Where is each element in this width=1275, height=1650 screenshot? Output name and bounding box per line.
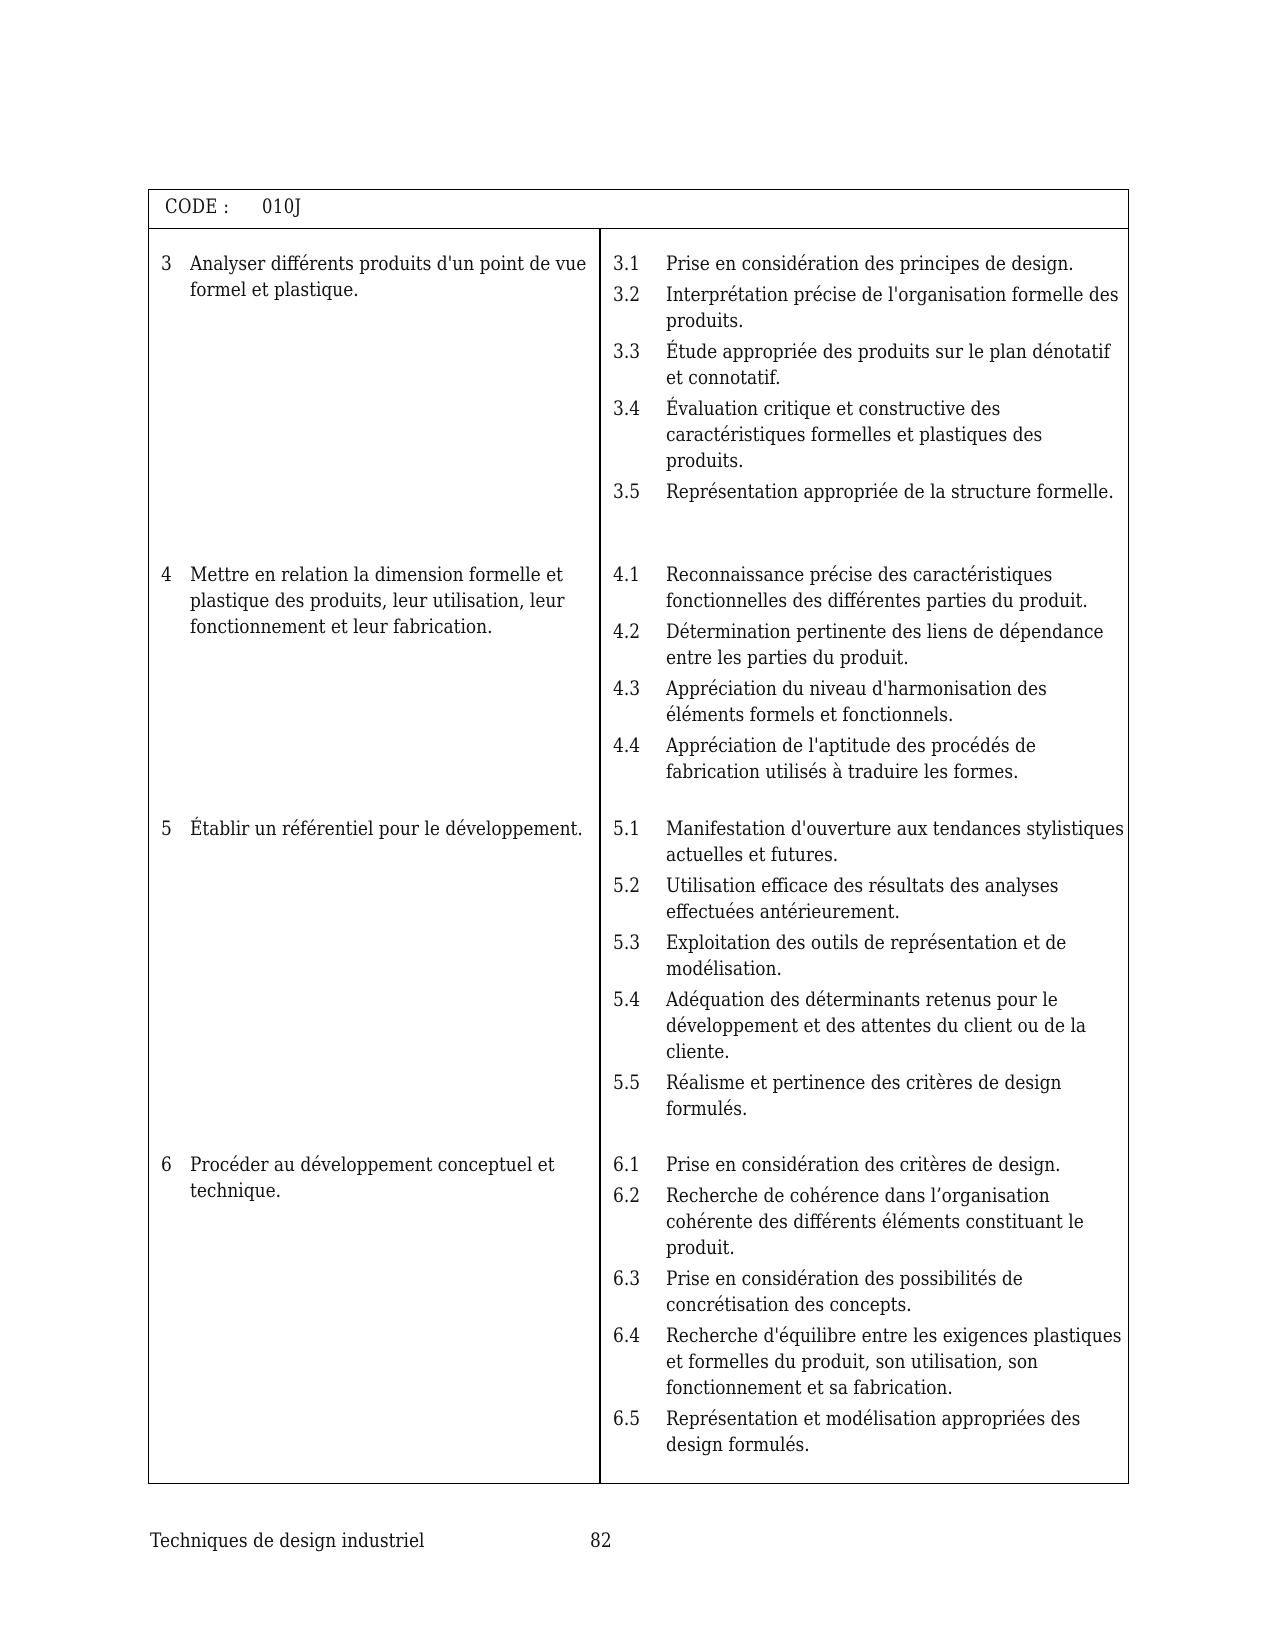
criterion-number: 6.3 xyxy=(613,1266,641,1290)
code-value: 010J xyxy=(262,194,302,218)
criterion-number: 5.1 xyxy=(613,816,641,840)
criterion-item xyxy=(601,618,1128,670)
objective-text: Établir un référentiel pour le développement. xyxy=(190,816,583,840)
criterion-number: 5.5 xyxy=(613,1070,641,1094)
criterion-number: 4.2 xyxy=(613,619,641,643)
objective-text: Analyser différents produits d'un point de vue formel et plastique. xyxy=(190,251,587,301)
footer-title: Techniques de design industriel xyxy=(150,1528,425,1552)
criterion-text: Recherche de cohérence dans l’organisation cohérente des différents éléments constituant le produit. xyxy=(666,1183,1084,1259)
criterion-text: Appréciation de l'aptitude des procédés de fabrication utilisés à traduire les formes. xyxy=(666,733,1036,783)
criterion-text: Réalisme et pertinence des critères de design formulés. xyxy=(666,1070,1062,1120)
objective-number: 5 xyxy=(161,816,172,840)
criterion-text: Utilisation efficace des résultats des analyses effectuées antérieurement. xyxy=(666,873,1059,923)
objective-text: Mettre en relation la dimension formelle et plastique des produits, leur utilisation, leur fonctionnement et leur fabrication. xyxy=(190,562,565,638)
objective-text: Procéder au développement conceptuel et technique. xyxy=(190,1152,555,1202)
criterion-text: Interprétation précise de l'organisation formelle des produits. xyxy=(666,282,1119,332)
criteria-list xyxy=(601,250,1128,509)
criterion-number: 6.2 xyxy=(613,1183,641,1207)
criterion-item xyxy=(601,338,1128,390)
criterion-text: Détermination pertinente des liens de dépendance entre les parties du produit. xyxy=(666,619,1104,669)
criterion-item xyxy=(601,815,1128,867)
criterion-number: 5.3 xyxy=(613,930,641,954)
objective-number: 4 xyxy=(161,562,172,586)
criterion-text: Représentation appropriée de la structure formelle. xyxy=(666,479,1114,503)
criterion-item xyxy=(601,281,1128,333)
criterion-item xyxy=(601,478,1128,504)
criterion-item xyxy=(601,1265,1128,1317)
criterion-number: 3.2 xyxy=(613,282,641,306)
criterion-item xyxy=(601,675,1128,727)
criterion-item xyxy=(601,986,1128,1064)
criterion-number: 5.4 xyxy=(613,987,641,1011)
criteria-list xyxy=(601,815,1128,1126)
criterion-item xyxy=(601,1322,1128,1400)
criterion-text: Prise en considération des critères de design. xyxy=(666,1152,1061,1176)
criterion-text: Manifestation d'ouverture aux tendances stylistiques actuelles et futures. xyxy=(666,816,1124,866)
criterion-item xyxy=(601,732,1128,784)
criterion-item xyxy=(601,1069,1128,1121)
criterion-number: 3.5 xyxy=(613,479,641,503)
criterion-item xyxy=(601,929,1128,981)
criteria-list xyxy=(601,561,1128,789)
criterion-number: 6.5 xyxy=(613,1406,641,1430)
criterion-text: Étude appropriée des produits sur le plan dénotatif et connotatif. xyxy=(666,339,1110,389)
criterion-text: Prise en considération des principes de design. xyxy=(666,251,1074,275)
criterion-number: 5.2 xyxy=(613,873,641,897)
criterion-item xyxy=(601,1405,1128,1457)
criterion-text: Appréciation du niveau d'harmonisation des éléments formels et fonctionnels. xyxy=(666,676,1047,726)
criterion-text: Prise en considération des possibilités de concrétisation des concepts. xyxy=(666,1266,1023,1316)
criterion-number: 3.1 xyxy=(613,251,641,275)
objective-number: 6 xyxy=(161,1152,172,1176)
criterion-number: 3.4 xyxy=(613,396,641,420)
criterion-text: Recherche d'équilibre entre les exigences plastiques et formelles du produit, son utilisation, son fonctionnement et sa fabrication. xyxy=(666,1323,1122,1399)
criterion-item xyxy=(601,1151,1128,1177)
page-number: 82 xyxy=(590,1528,612,1552)
criterion-item xyxy=(601,395,1128,473)
criteria-list xyxy=(601,1151,1128,1462)
criterion-number: 4.4 xyxy=(613,733,641,757)
criterion-number: 6.1 xyxy=(613,1152,641,1176)
criterion-text: Reconnaissance précise des caractéristiques fonctionnelles des différentes parties du produit. xyxy=(666,562,1088,612)
criterion-text: Représentation et modélisation appropriées des design formulés. xyxy=(666,1406,1081,1456)
criterion-number: 4.1 xyxy=(613,562,641,586)
criterion-number: 4.3 xyxy=(613,676,641,700)
criterion-text: Adéquation des déterminants retenus pour le développement et des attentes du client ou de la cliente. xyxy=(666,987,1087,1063)
code-row xyxy=(149,190,1128,229)
criterion-item xyxy=(601,250,1128,276)
criterion-item xyxy=(601,1182,1128,1260)
code-label: CODE : xyxy=(165,194,230,218)
competency-table xyxy=(148,189,1129,1484)
criterion-number: 6.4 xyxy=(613,1323,641,1347)
criterion-item xyxy=(601,872,1128,924)
criterion-item xyxy=(601,561,1128,613)
criterion-number: 3.3 xyxy=(613,339,641,363)
criterion-text: Évaluation critique et constructive des caractéristiques formelles et plastiques des produits. xyxy=(666,396,1043,472)
objective-number: 3 xyxy=(161,251,172,275)
criterion-text: Exploitation des outils de représentation et de modélisation. xyxy=(666,930,1067,980)
